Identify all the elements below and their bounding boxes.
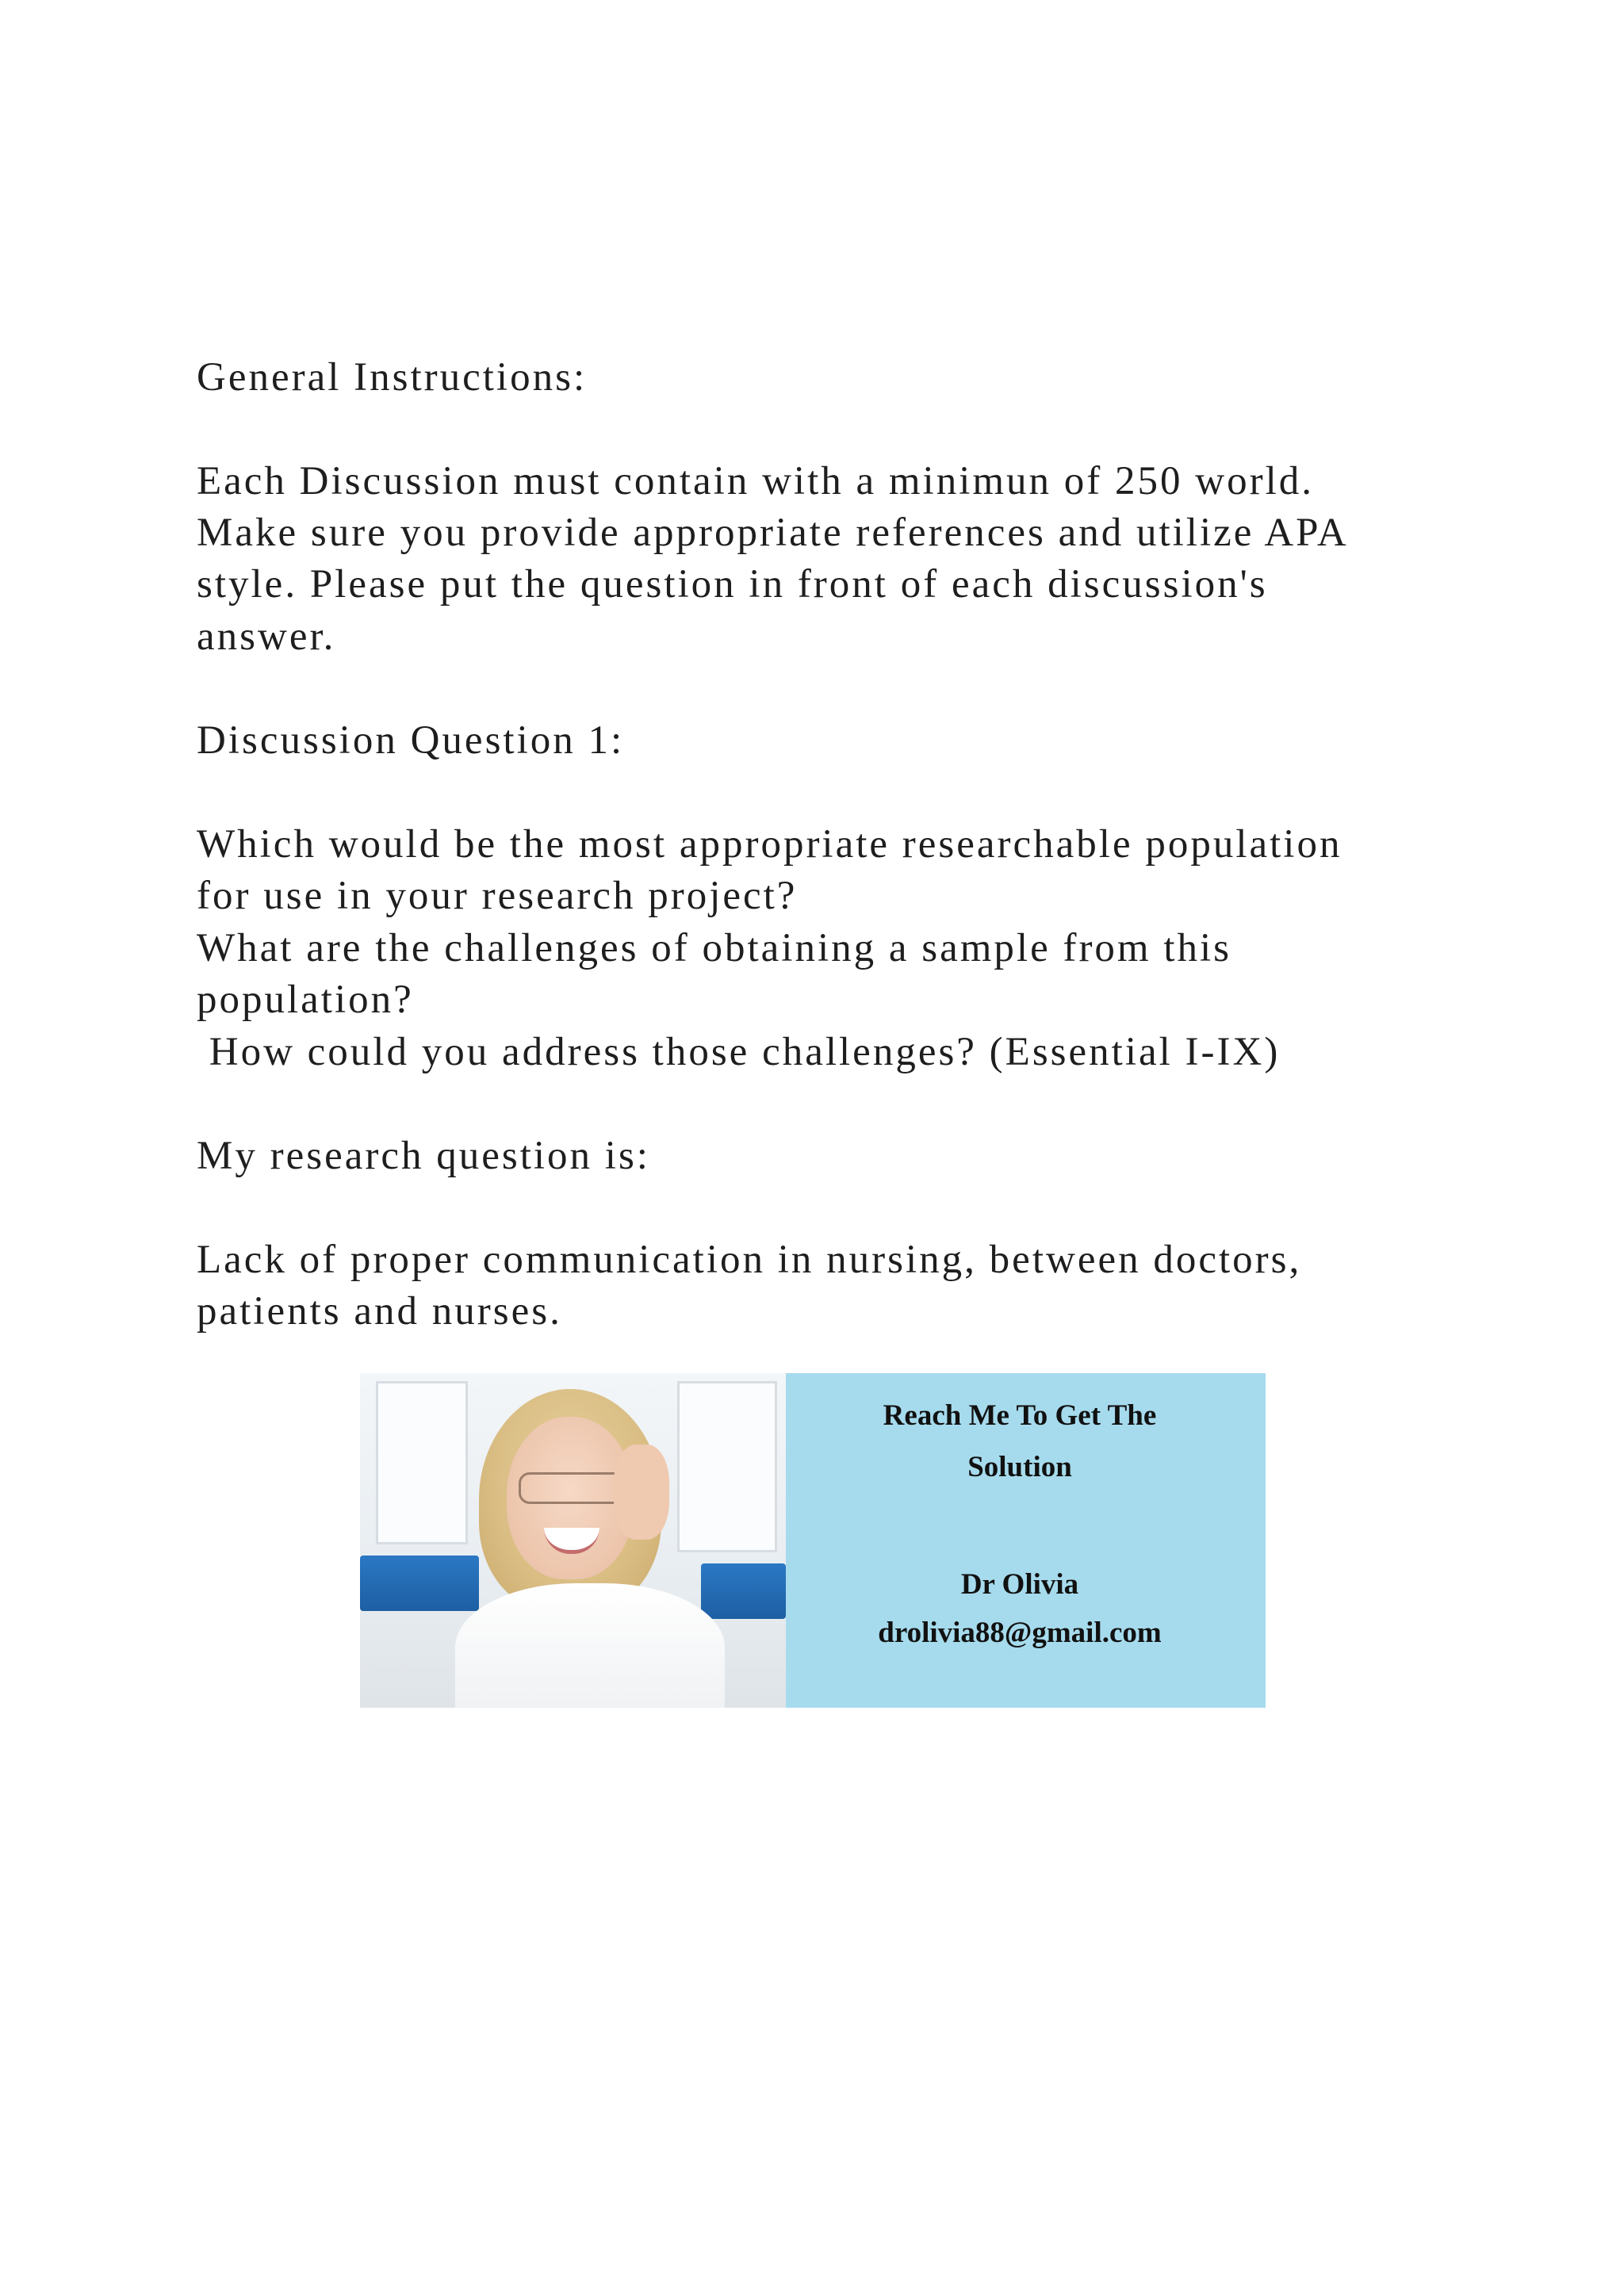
research-line-2: patients and nurses. — [197, 1289, 562, 1334]
contact-card — [786, 1373, 1266, 1708]
question-line-2: for use in your research project? — [197, 874, 798, 918]
question-line-3: What are the challenges of obtaining a sample from this — [197, 926, 1232, 970]
question-line-5: How could you address those challenges? (Essential I-IX) — [197, 1030, 1281, 1074]
research-line-1: Lack of proper communication in nursing, between doctors, — [197, 1238, 1302, 1282]
banner-email[interactable]: drolivia88@gmail.com — [878, 1617, 1162, 1649]
discussion-question-heading: Discussion Question 1: — [197, 718, 625, 763]
question-line-4: population? — [197, 978, 414, 1022]
general-instructions-heading: General Instructions: — [197, 355, 588, 400]
glasses-icon — [519, 1472, 626, 1504]
instructions-line-1: Each Discussion must contain with a minimun of 250 world. — [197, 459, 1315, 503]
instructions-line-3: style. Please put the question in front of each discussion's — [197, 562, 1268, 607]
banner-name: Dr Olivia — [960, 1568, 1079, 1601]
contact-banner — [360, 1373, 1266, 1708]
instructions-line-4: answer. — [197, 614, 336, 659]
banner-line-1: Reach Me To Get The — [883, 1399, 1157, 1432]
banner-line-2: Solution — [967, 1451, 1072, 1483]
woman-photo — [360, 1373, 786, 1708]
research-question-heading: My research question is: — [197, 1134, 650, 1178]
question-line-1: Which would be the most appropriate researchable population — [197, 822, 1342, 867]
instructions-line-2: Make sure you provide appropriate references and utilize APA — [197, 511, 1349, 555]
